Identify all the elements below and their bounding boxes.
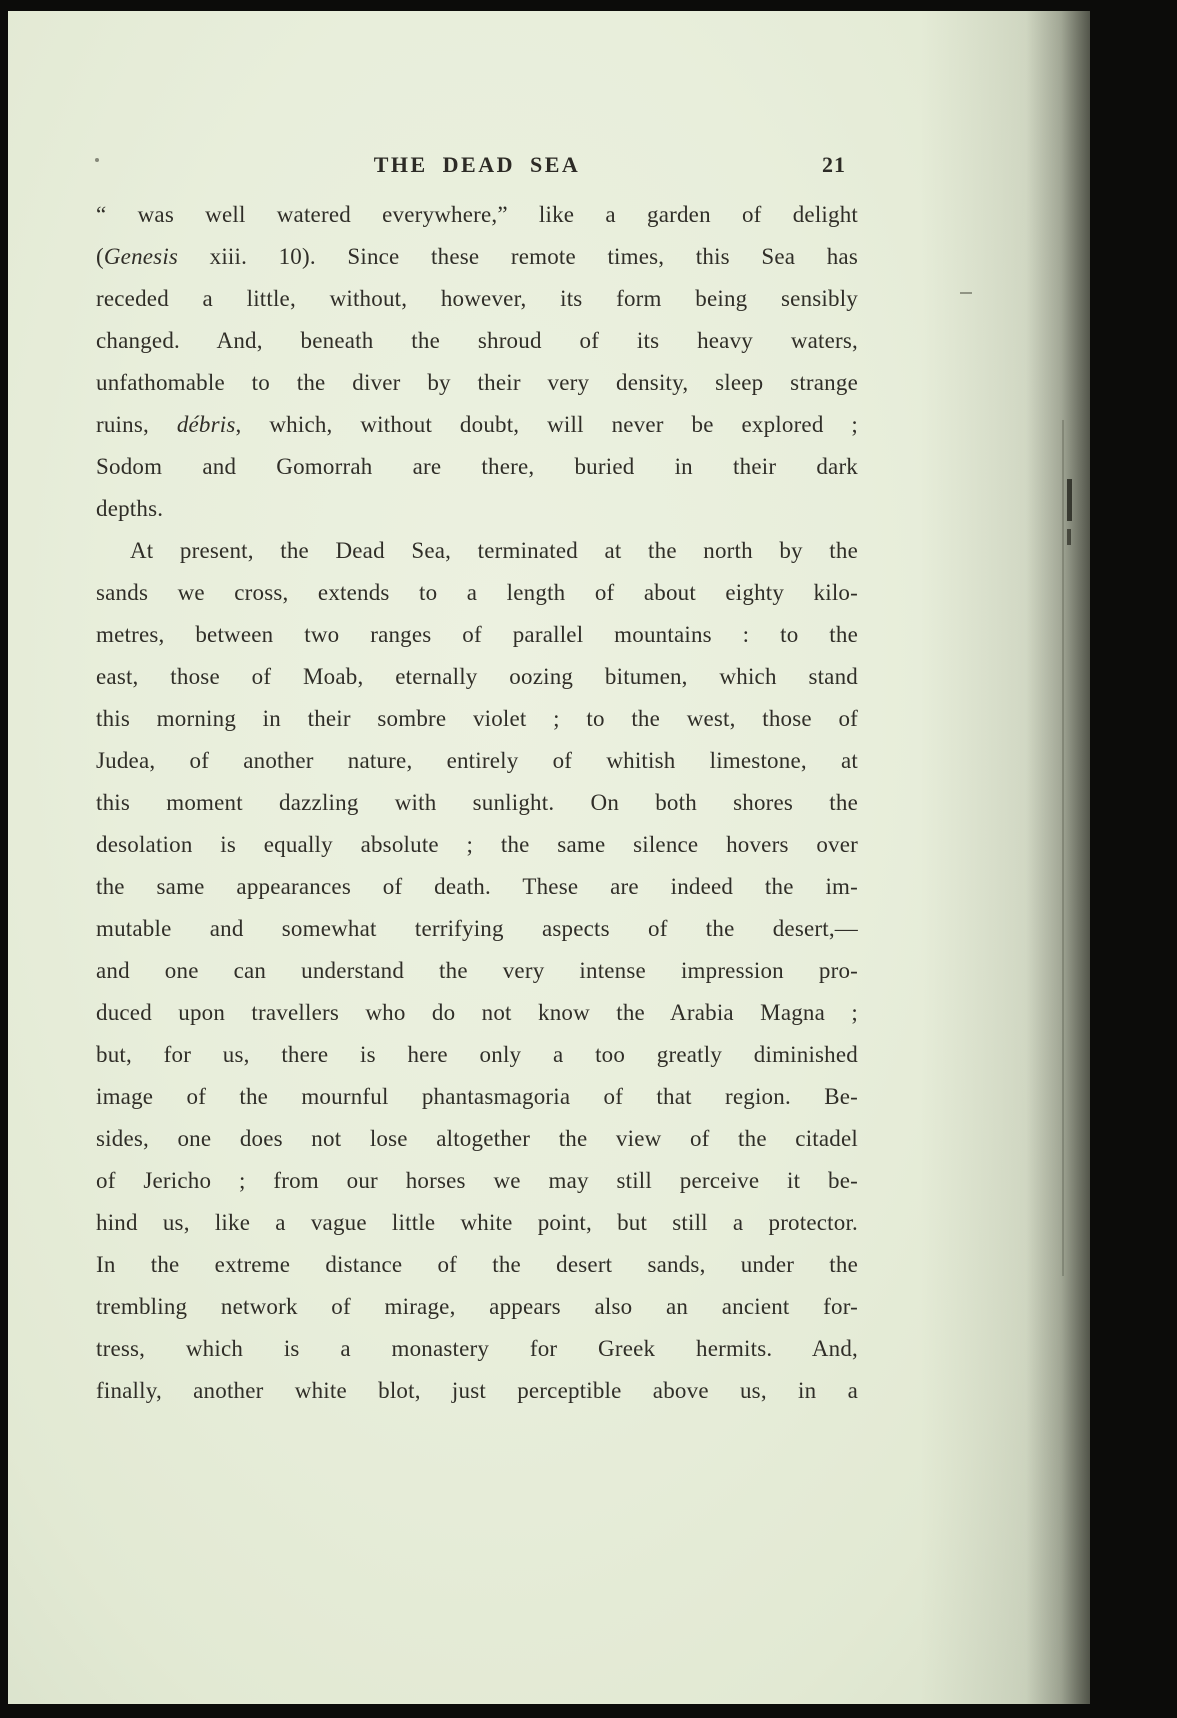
italic-text: débris bbox=[176, 412, 236, 437]
text-segment: of Jericho ; from our horses we may still perceive it be- bbox=[96, 1168, 858, 1193]
paragraph bbox=[96, 194, 858, 530]
text-segment: Judea, of another nature, entirely of whitish limestone, at bbox=[96, 748, 858, 773]
text-segment: Sodom and Gomorrah are there, buried in their dark bbox=[96, 454, 858, 479]
text-segment: changed. And, beneath the shroud of its heavy waters, bbox=[96, 328, 858, 353]
text-line bbox=[96, 488, 858, 530]
text-line bbox=[96, 1328, 858, 1370]
text-line bbox=[96, 614, 858, 656]
text-line bbox=[96, 362, 858, 404]
text-line bbox=[96, 1286, 858, 1328]
running-head: THE DEAD SEA bbox=[373, 152, 581, 177]
text-segment: depths. bbox=[96, 496, 164, 521]
page-header bbox=[96, 152, 858, 184]
text-segment: hind us, like a vague little white point, but still a protector. bbox=[96, 1210, 858, 1235]
scan-artifact-crease bbox=[1062, 420, 1064, 1276]
text-line bbox=[96, 1076, 858, 1118]
text-block bbox=[96, 194, 858, 1412]
text-segment: tress, which is a monastery for Greek hermits. And, bbox=[96, 1336, 858, 1361]
text-line bbox=[96, 572, 858, 614]
text-line bbox=[96, 1202, 858, 1244]
text-segment: “ was well watered everywhere,” like a garden of delight bbox=[96, 202, 858, 227]
text-segment: this morning in their sombre violet ; to the west, those of bbox=[96, 706, 858, 731]
text-segment: trembling network of mirage, appears also an ancient for- bbox=[96, 1294, 858, 1319]
italic-text: Genesis bbox=[103, 244, 179, 269]
text-segment: east, those of Moab, eternally oozing bitumen, which stand bbox=[96, 664, 858, 689]
text-segment: , which, without doubt, will never be explored ; bbox=[235, 412, 859, 437]
text-segment: the same appearances of death. These are indeed the im- bbox=[96, 874, 858, 899]
text-line bbox=[96, 320, 858, 362]
text-line bbox=[96, 866, 858, 908]
text-segment: desolation is equally absolute ; the same silence hovers over bbox=[96, 832, 858, 857]
text-segment: unfathomable to the diver by their very density, sleep strange bbox=[96, 370, 858, 395]
text-segment: sides, one does not lose altogether the view of the citadel bbox=[96, 1126, 858, 1151]
scan-artifact-dash bbox=[960, 292, 972, 294]
text-segment: but, for us, there is here only a too greatly diminished bbox=[96, 1042, 858, 1067]
text-line bbox=[96, 1244, 858, 1286]
text-line bbox=[96, 698, 858, 740]
text-segment: sands we cross, extends to a length of about eighty kilo- bbox=[96, 580, 858, 605]
scan-artifact-tick bbox=[1067, 479, 1072, 521]
page-number: 21 bbox=[822, 152, 846, 177]
text-line bbox=[96, 1118, 858, 1160]
text-segment: this moment dazzling with sunlight. On both shores the bbox=[96, 790, 858, 815]
text-line bbox=[96, 656, 858, 698]
text-line bbox=[96, 1034, 858, 1076]
text-line bbox=[96, 278, 858, 320]
text-segment: image of the mournful phantasmagoria of that region. Be- bbox=[96, 1084, 858, 1109]
text-line bbox=[96, 1370, 858, 1412]
text-line bbox=[96, 404, 858, 446]
text-segment: ( bbox=[96, 244, 104, 269]
text-segment: and one can understand the very intense impression pro- bbox=[96, 958, 858, 983]
text-segment: At present, the Dead Sea, terminated at the north by the bbox=[130, 538, 858, 563]
text-segment: In the extreme distance of the desert sands, under the bbox=[96, 1252, 858, 1277]
text-line bbox=[96, 194, 858, 236]
text-segment: metres, between two ranges of parallel mountains : to the bbox=[96, 622, 858, 647]
scan-artifact-tick bbox=[1067, 529, 1071, 545]
text-segment: finally, another white blot, just perceptible above us, in a bbox=[96, 1378, 858, 1403]
book-page bbox=[8, 11, 1090, 1704]
text-line bbox=[96, 236, 858, 278]
text-line bbox=[96, 824, 858, 866]
text-segment: receded a little, without, however, its form being sensibly bbox=[96, 286, 858, 311]
text-line bbox=[96, 740, 858, 782]
text-segment: ruins, bbox=[96, 412, 177, 437]
text-line bbox=[96, 1160, 858, 1202]
text-line bbox=[96, 782, 858, 824]
text-segment: xiii. 10). Since these remote times, this Sea has bbox=[178, 244, 858, 269]
text-line bbox=[96, 446, 858, 488]
text-segment: duced upon travellers who do not know the Arabia Magna ; bbox=[96, 1000, 858, 1025]
paragraph bbox=[96, 530, 858, 1412]
text-line bbox=[96, 950, 858, 992]
page-edge-shadow bbox=[1026, 11, 1090, 1704]
text-line bbox=[96, 908, 858, 950]
page-gutter-shadow bbox=[920, 11, 1090, 1704]
text-segment: mutable and somewhat terrifying aspects of the desert,— bbox=[96, 916, 858, 941]
text-line bbox=[96, 992, 858, 1034]
text-line bbox=[96, 530, 858, 572]
